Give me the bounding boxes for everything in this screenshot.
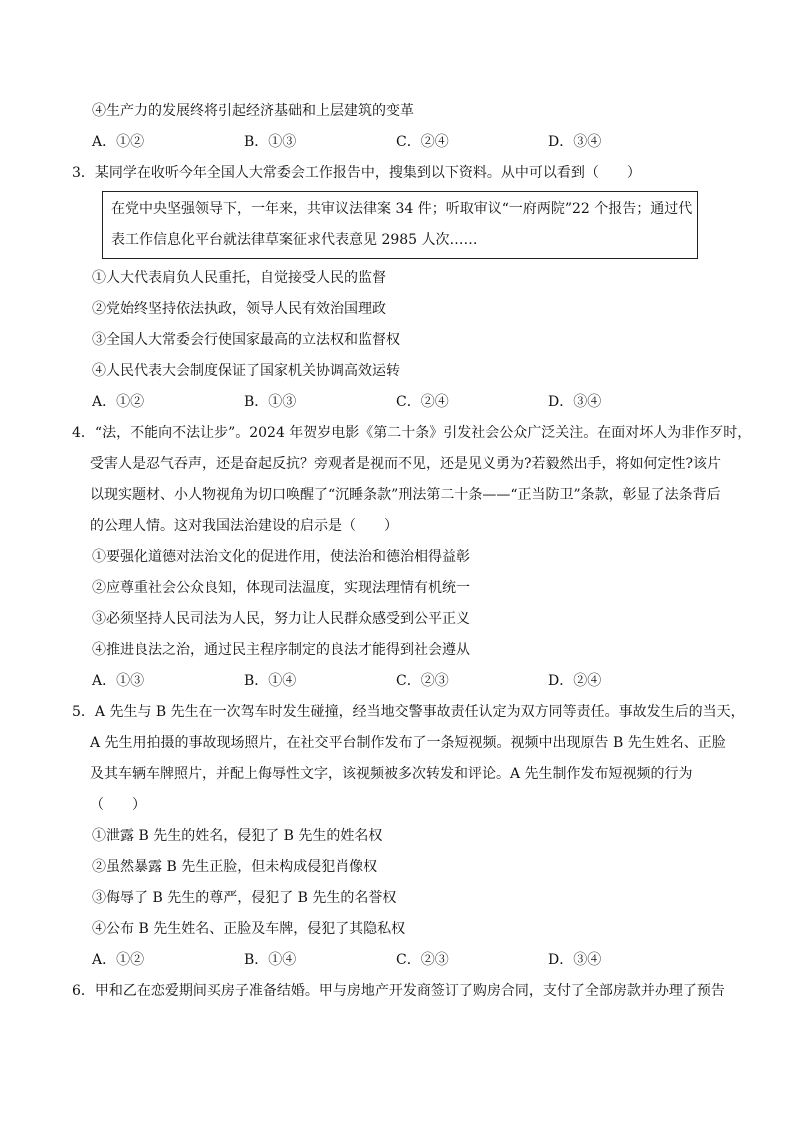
q2-answer-d: D．③④ bbox=[548, 134, 602, 150]
q3-material-line-1: 在党中央坚强领导下，一年来，共审议法律案 34 件；听取审议“一府两院”22 个报告；通过代 bbox=[111, 201, 693, 217]
q3-option-4: ④人民代表大会制度保证了国家机关协调高效运转 bbox=[92, 363, 400, 379]
q5-stem-line-4: （ ） bbox=[90, 797, 146, 813]
q4-stem-line-2: 受害人是忍气吞声，还是奋起反抗？旁观者是视而不见，还是见义勇为?若毅然出手，将如何定性?该片 bbox=[90, 456, 722, 472]
q5-option-1: ①泄露 B 先生的姓名，侵犯了 B 先生的姓名权 bbox=[92, 828, 383, 844]
q5-option-3: ③侮辱了 B 先生的尊严，侵犯了 B 先生的名誉权 bbox=[92, 890, 397, 906]
q4-stem-line-1: 4．“法，不能向不法让步”。2024 年贺岁电影《第二十条》引发社会公众广泛关注。在面对坏人为非作歹时， bbox=[72, 425, 752, 441]
q2-answers bbox=[90, 127, 730, 158]
q4-stem-line-4: 的公理人情。这对我国法治建设的启示是（ ） bbox=[90, 518, 398, 534]
q3-option-3: ③全国人大常委会行使国家最高的立法权和监督权 bbox=[92, 332, 400, 348]
q6-stem-line-1: 6．甲和乙在恋爱期间买房子准备结婚。甲与房地产开发商签订了购房合同，支付了全部房款并办理了预告 bbox=[72, 983, 725, 999]
q5-answers bbox=[90, 945, 730, 976]
q5-stem-line-1: 5．A 先生与 B 先生在一次驾车时发生碰撞，经当地交警事故责任认定为双方同等责任。事故发生后的当天， bbox=[72, 704, 745, 720]
q3-material-box bbox=[102, 191, 698, 259]
q3-option-1: ①人大代表肩负人民重托，自觉接受人民的监督 bbox=[92, 270, 386, 286]
q3-option-2: ②党始终坚持依法执政，领导人民有效治国理政 bbox=[92, 301, 386, 317]
q5-stem-line-2: A 先生用拍摄的事故现场照片，在社交平台制作发布了一条短视频。视频中出现原告 B 先生姓名、正脸 bbox=[90, 735, 726, 751]
q4-option-4: ④推进良法之治，通过民主程序制定的良法才能得到社会遵从 bbox=[92, 642, 470, 658]
q2-answer-a: A．①② bbox=[92, 134, 145, 150]
q2-answer-c: C．②④ bbox=[396, 134, 449, 150]
q3-answer-c: C．②④ bbox=[396, 394, 449, 410]
q5-option-4: ④公布 B 先生姓名、正脸及车牌，侵犯了其隐私权 bbox=[92, 921, 406, 937]
q2-option-4: ④生产力的发展终将引起经济基础和上层建筑的变革 bbox=[92, 103, 414, 119]
q3-answers bbox=[90, 387, 730, 418]
q5-stem-line-3: 及其车辆车牌照片，并配上侮辱性文字，该视频被多次转发和评论。A 先生制作发布短视频的行为 bbox=[90, 766, 693, 782]
q4-answers bbox=[90, 666, 730, 697]
q4-stem-line-3: 以现实题材、小人物视角为切口唤醒了“沉睡条款”刑法第二十条——“正当防卫”条款，彰显了法条背后 bbox=[90, 487, 721, 503]
q3-material-line-2: 表工作信息化平台就法律草案征求代表意见 2985 人次…… bbox=[111, 232, 478, 248]
q2-answer-b: B．①③ bbox=[244, 134, 297, 150]
q5-option-2: ②虽然暴露 B 先生正脸，但未构成侵犯肖像权 bbox=[92, 859, 378, 875]
q4-answer-d: D．②④ bbox=[548, 673, 602, 689]
q5-answer-a: A．①② bbox=[92, 952, 145, 968]
q5-answer-c: C．②③ bbox=[396, 952, 449, 968]
q5-answer-b: B．①④ bbox=[244, 952, 297, 968]
q3-answer-a: A．①② bbox=[92, 394, 145, 410]
q3-stem: 3．某同学在收听今年全国人大常委会工作报告中，搜集到以下资料。从中可以看到（ ） bbox=[72, 165, 641, 181]
q4-option-2: ②应尊重社会公众良知，体现司法温度，实现法理情有机统一 bbox=[92, 580, 470, 596]
q4-option-1: ①要强化道德对法治文化的促进作用，使法治和德治相得益彰 bbox=[92, 549, 470, 565]
q3-answer-b: B．①③ bbox=[244, 394, 297, 410]
q4-answer-a: A．①③ bbox=[92, 673, 145, 689]
q4-answer-b: B．①④ bbox=[244, 673, 297, 689]
q5-answer-d: D．③④ bbox=[548, 952, 602, 968]
q3-answer-d: D．③④ bbox=[548, 394, 602, 410]
q4-option-3: ③必须坚持人民司法为人民，努力让人民群众感受到公平正义 bbox=[92, 611, 470, 627]
exam-page bbox=[72, 96, 752, 1007]
q4-answer-c: C．②③ bbox=[396, 673, 449, 689]
